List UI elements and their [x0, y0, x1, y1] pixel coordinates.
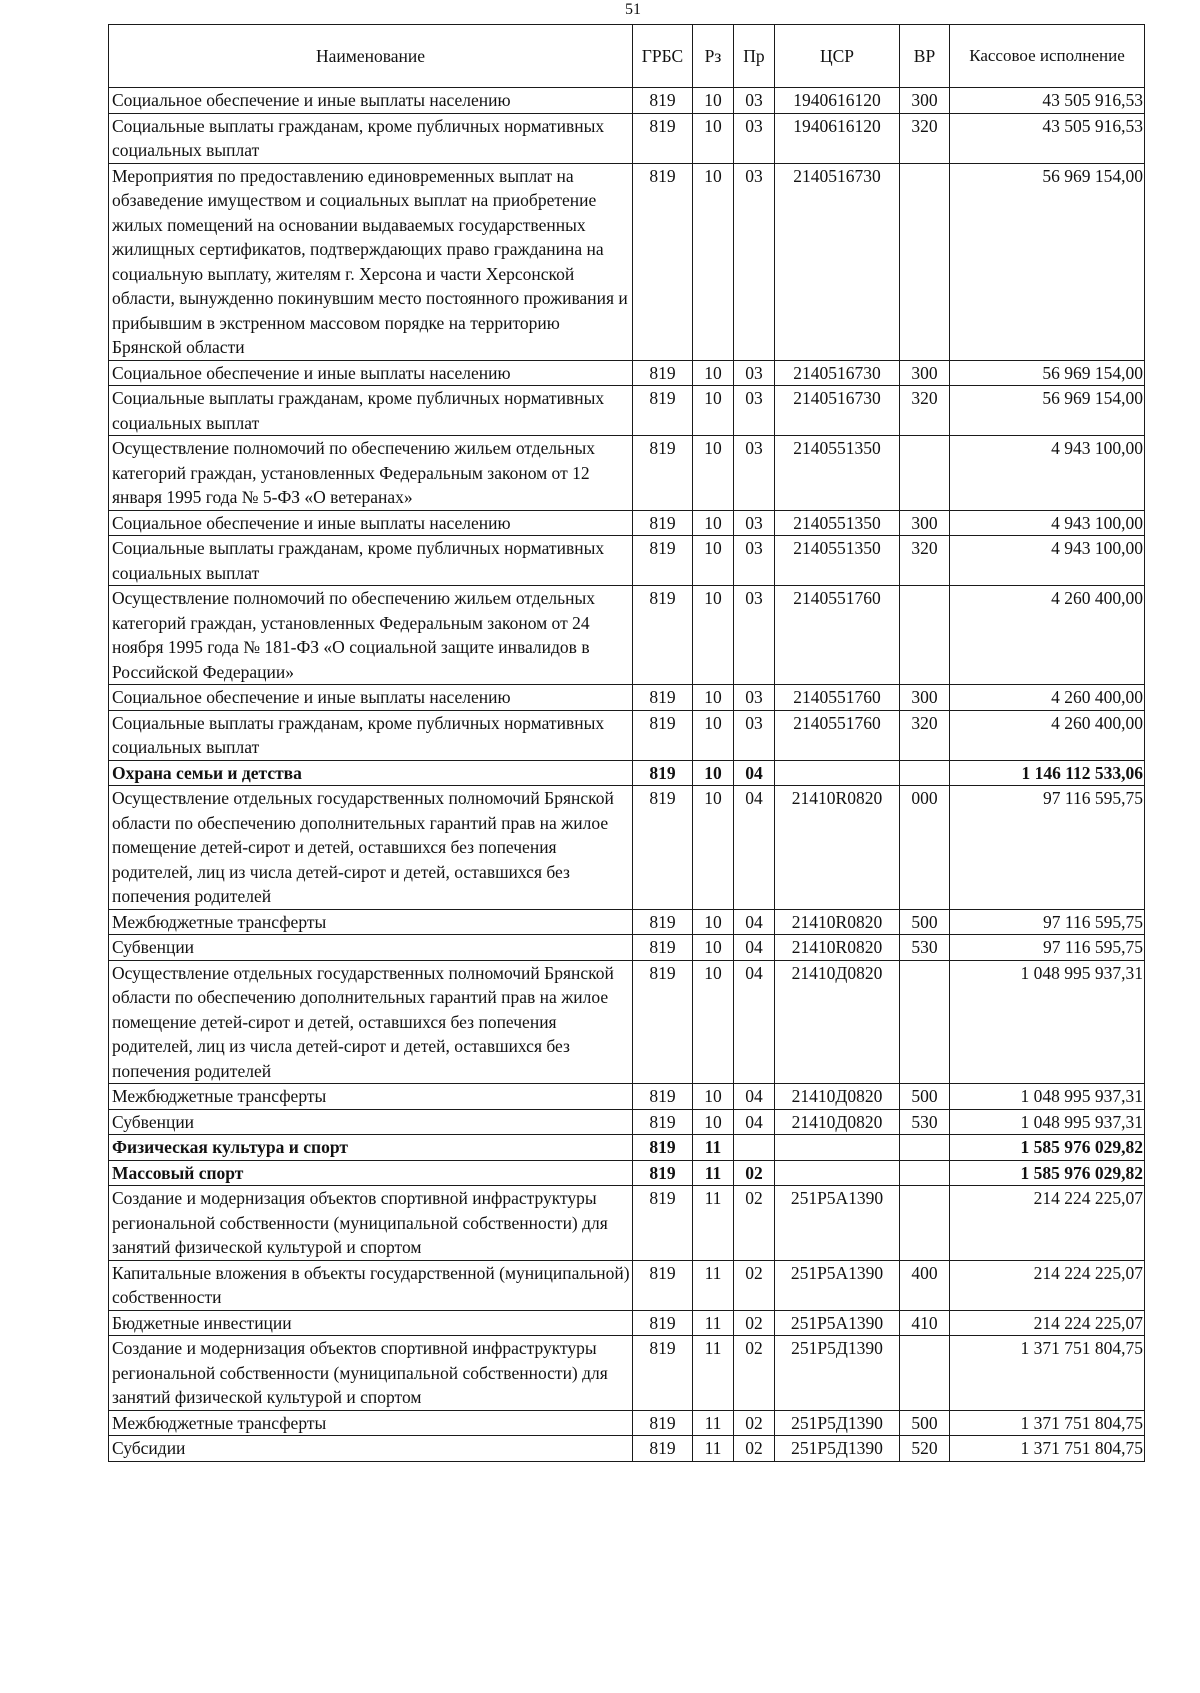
- cell-csr: [775, 1135, 900, 1161]
- budget-table-container: [108, 24, 1144, 1462]
- cell-pr: 02: [734, 1436, 775, 1462]
- cell-rz: 11: [693, 1160, 734, 1186]
- cell-rz: 11: [693, 1260, 734, 1310]
- table-row: [109, 1410, 1145, 1436]
- cell-csr: 251P5Д1390: [775, 1436, 900, 1462]
- cell-sum: 1 048 995 937,31: [950, 960, 1145, 1084]
- header-pr: Пр: [734, 25, 775, 88]
- cell-rz: 10: [693, 360, 734, 386]
- cell-grbs: 819: [633, 88, 693, 114]
- cell-grbs: 819: [633, 1135, 693, 1161]
- cell-sum: 1 371 751 804,75: [950, 1410, 1145, 1436]
- table-row: [109, 1436, 1145, 1462]
- header-vr: ВР: [900, 25, 950, 88]
- table-header: [109, 25, 1145, 88]
- table-row: [109, 760, 1145, 786]
- cell-sum: 4 943 100,00: [950, 436, 1145, 511]
- cell-name: Социальное обеспечение и иные выплаты населению: [109, 510, 633, 536]
- cell-name: Охрана семьи и детства: [109, 760, 633, 786]
- cell-pr: 02: [734, 1260, 775, 1310]
- cell-vr: 300: [900, 685, 950, 711]
- cell-vr: 500: [900, 1410, 950, 1436]
- cell-vr: 300: [900, 510, 950, 536]
- page-number: 51: [625, 1, 641, 18]
- cell-vr: 410: [900, 1310, 950, 1336]
- cell-sum: 56 969 154,00: [950, 386, 1145, 436]
- table-row: [109, 360, 1145, 386]
- cell-csr: 2140551760: [775, 685, 900, 711]
- cell-rz: 10: [693, 935, 734, 961]
- cell-csr: 251P5A1390: [775, 1310, 900, 1336]
- cell-grbs: 819: [633, 360, 693, 386]
- cell-vr: 320: [900, 710, 950, 760]
- cell-name: Социальное обеспечение и иные выплаты населению: [109, 685, 633, 711]
- cell-csr: 21410Д0820: [775, 960, 900, 1084]
- table-row: [109, 113, 1145, 163]
- cell-grbs: 819: [633, 960, 693, 1084]
- cell-pr: 02: [734, 1310, 775, 1336]
- cell-name: Межбюджетные трансферты: [109, 1410, 633, 1436]
- cell-pr: 04: [734, 760, 775, 786]
- cell-rz: 11: [693, 1336, 734, 1411]
- cell-pr: 04: [734, 935, 775, 961]
- table-row: [109, 536, 1145, 586]
- cell-csr: 1940616120: [775, 88, 900, 114]
- cell-name: Социальное обеспечение и иные выплаты населению: [109, 360, 633, 386]
- cell-pr: 02: [734, 1410, 775, 1436]
- table-row: [109, 436, 1145, 511]
- cell-vr: 300: [900, 88, 950, 114]
- cell-sum: 4 943 100,00: [950, 536, 1145, 586]
- cell-csr: 1940616120: [775, 113, 900, 163]
- cell-name: Создание и модернизация объектов спортивной инфраструктуры региональной собственности (муниципальной собственности) для занятий физической культурой и спортом: [109, 1336, 633, 1411]
- cell-rz: 10: [693, 909, 734, 935]
- cell-csr: 251P5A1390: [775, 1186, 900, 1261]
- cell-vr: 300: [900, 360, 950, 386]
- cell-pr: 03: [734, 88, 775, 114]
- cell-name: Социальные выплаты гражданам, кроме публичных нормативных социальных выплат: [109, 386, 633, 436]
- cell-pr: 04: [734, 1109, 775, 1135]
- cell-vr: [900, 1160, 950, 1186]
- cell-name: Межбюджетные трансферты: [109, 909, 633, 935]
- table-row: [109, 1084, 1145, 1110]
- cell-vr: [900, 1336, 950, 1411]
- cell-grbs: 819: [633, 1310, 693, 1336]
- cell-vr: [900, 960, 950, 1084]
- table-row: [109, 1310, 1145, 1336]
- cell-pr: 02: [734, 1186, 775, 1261]
- header-csr: ЦСР: [775, 25, 900, 88]
- table-row: [109, 88, 1145, 114]
- cell-rz: 10: [693, 760, 734, 786]
- cell-rz: 10: [693, 436, 734, 511]
- cell-pr: 02: [734, 1336, 775, 1411]
- cell-sum: 214 224 225,07: [950, 1310, 1145, 1336]
- cell-vr: [900, 436, 950, 511]
- cell-pr: 03: [734, 436, 775, 511]
- cell-rz: 11: [693, 1310, 734, 1336]
- cell-name: Социальное обеспечение и иные выплаты населению: [109, 88, 633, 114]
- cell-grbs: 819: [633, 909, 693, 935]
- cell-csr: 2140551760: [775, 710, 900, 760]
- table-row: [109, 1109, 1145, 1135]
- cell-csr: 251P5A1390: [775, 1260, 900, 1310]
- cell-sum: 1 585 976 029,82: [950, 1160, 1145, 1186]
- cell-grbs: 819: [633, 1186, 693, 1261]
- cell-sum: 56 969 154,00: [950, 163, 1145, 360]
- table-row: [109, 710, 1145, 760]
- cell-sum: 4 943 100,00: [950, 510, 1145, 536]
- cell-sum: 56 969 154,00: [950, 360, 1145, 386]
- header-sum: Кассовое исполнение: [950, 25, 1145, 88]
- cell-name: Бюджетные инвестиции: [109, 1310, 633, 1336]
- cell-csr: 2140551760: [775, 586, 900, 685]
- cell-csr: 2140516730: [775, 360, 900, 386]
- cell-grbs: 819: [633, 1336, 693, 1411]
- header-grbs: ГРБС: [633, 25, 693, 88]
- cell-csr: 21410R0820: [775, 909, 900, 935]
- cell-name: Субвенции: [109, 1109, 633, 1135]
- cell-name: Социальные выплаты гражданам, кроме публичных нормативных социальных выплат: [109, 710, 633, 760]
- cell-pr: 03: [734, 685, 775, 711]
- table-row: [109, 1336, 1145, 1411]
- cell-grbs: 819: [633, 1084, 693, 1110]
- cell-vr: 500: [900, 909, 950, 935]
- table-row: [109, 935, 1145, 961]
- cell-sum: 214 224 225,07: [950, 1260, 1145, 1310]
- cell-pr: 04: [734, 786, 775, 910]
- table-row: [109, 1135, 1145, 1161]
- cell-pr: 03: [734, 360, 775, 386]
- header-row: [109, 25, 1145, 88]
- cell-pr: 03: [734, 386, 775, 436]
- cell-grbs: 819: [633, 536, 693, 586]
- cell-rz: 10: [693, 536, 734, 586]
- cell-pr: 04: [734, 1084, 775, 1110]
- cell-grbs: 819: [633, 436, 693, 511]
- cell-rz: 10: [693, 710, 734, 760]
- budget-table: [108, 24, 1145, 1462]
- cell-grbs: 819: [633, 760, 693, 786]
- cell-name: Капитальные вложения в объекты государственной (муниципальной) собственности: [109, 1260, 633, 1310]
- cell-rz: 10: [693, 685, 734, 711]
- cell-csr: 251P5Д1390: [775, 1336, 900, 1411]
- table-row: [109, 1186, 1145, 1261]
- cell-rz: 10: [693, 88, 734, 114]
- table-row: [109, 586, 1145, 685]
- cell-vr: [900, 1186, 950, 1261]
- cell-pr: 03: [734, 536, 775, 586]
- table-row: [109, 1160, 1145, 1186]
- cell-grbs: 819: [633, 710, 693, 760]
- cell-sum: 1 371 751 804,75: [950, 1336, 1145, 1411]
- cell-rz: 11: [693, 1436, 734, 1462]
- cell-name: Мероприятия по предоставлению единовременных выплат на обзаведение имуществом и социальных выплат на приобретение жилых помещений на основании выдаваемых государственных жилищных сертификатов, подтверждающих право гражданина на социальную выплату, жителям г. Херсона и части Херсонской области, вынужденно покинувшим место постоянного проживания и прибывшим в экстренном массовом порядке на территорию Брянской области: [109, 163, 633, 360]
- cell-rz: 11: [693, 1410, 734, 1436]
- cell-sum: 43 505 916,53: [950, 88, 1145, 114]
- cell-grbs: 819: [633, 1260, 693, 1310]
- cell-vr: 320: [900, 386, 950, 436]
- cell-csr: 2140551350: [775, 436, 900, 511]
- table-row: [109, 786, 1145, 910]
- cell-vr: [900, 586, 950, 685]
- cell-grbs: 819: [633, 386, 693, 436]
- cell-rz: 10: [693, 786, 734, 910]
- cell-rz: 11: [693, 1135, 734, 1161]
- cell-sum: 4 260 400,00: [950, 710, 1145, 760]
- cell-rz: 10: [693, 510, 734, 536]
- cell-grbs: 819: [633, 113, 693, 163]
- cell-pr: 04: [734, 960, 775, 1084]
- cell-vr: 530: [900, 1109, 950, 1135]
- cell-pr: 03: [734, 710, 775, 760]
- header-name: Наименование: [109, 25, 633, 88]
- cell-csr: 2140516730: [775, 163, 900, 360]
- cell-pr: 03: [734, 586, 775, 685]
- cell-rz: 11: [693, 1186, 734, 1261]
- cell-vr: [900, 163, 950, 360]
- header-rz: Рз: [693, 25, 734, 88]
- cell-sum: 97 116 595,75: [950, 935, 1145, 961]
- cell-pr: 02: [734, 1160, 775, 1186]
- cell-sum: 97 116 595,75: [950, 909, 1145, 935]
- cell-sum: 1 146 112 533,06: [950, 760, 1145, 786]
- table-body: [109, 88, 1145, 1462]
- cell-csr: 2140551350: [775, 510, 900, 536]
- cell-grbs: 819: [633, 1410, 693, 1436]
- cell-vr: 320: [900, 113, 950, 163]
- table-row: [109, 510, 1145, 536]
- cell-sum: 1 048 995 937,31: [950, 1109, 1145, 1135]
- cell-grbs: 819: [633, 510, 693, 536]
- table-row: [109, 960, 1145, 1084]
- cell-rz: 10: [693, 960, 734, 1084]
- cell-rz: 10: [693, 1084, 734, 1110]
- cell-rz: 10: [693, 1109, 734, 1135]
- cell-pr: 03: [734, 113, 775, 163]
- cell-name: Субвенции: [109, 935, 633, 961]
- cell-grbs: 819: [633, 586, 693, 685]
- cell-pr: 03: [734, 163, 775, 360]
- cell-csr: 21410R0820: [775, 935, 900, 961]
- cell-name: Физическая культура и спорт: [109, 1135, 633, 1161]
- cell-name: Осуществление отдельных государственных полномочий Брянской области по обеспечению дополнительных гарантий прав на жилое помещение детей-сирот и детей, оставшихся без попечения родителей, лиц из числа детей-сирот и детей, оставшихся без попечения родителей: [109, 960, 633, 1084]
- cell-vr: 320: [900, 536, 950, 586]
- table-row: [109, 1260, 1145, 1310]
- cell-vr: [900, 1135, 950, 1161]
- cell-sum: 1 048 995 937,31: [950, 1084, 1145, 1110]
- cell-csr: 21410Д0820: [775, 1109, 900, 1135]
- table-row: [109, 163, 1145, 360]
- cell-rz: 10: [693, 113, 734, 163]
- cell-name: Межбюджетные трансферты: [109, 1084, 633, 1110]
- cell-grbs: 819: [633, 163, 693, 360]
- cell-csr: 2140516730: [775, 386, 900, 436]
- cell-grbs: 819: [633, 1109, 693, 1135]
- cell-sum: 1 371 751 804,75: [950, 1436, 1145, 1462]
- cell-csr: 251P5Д1390: [775, 1410, 900, 1436]
- cell-sum: 1 585 976 029,82: [950, 1135, 1145, 1161]
- cell-vr: 500: [900, 1084, 950, 1110]
- cell-sum: 4 260 400,00: [950, 685, 1145, 711]
- table-row: [109, 685, 1145, 711]
- table-row: [109, 386, 1145, 436]
- cell-sum: 43 505 916,53: [950, 113, 1145, 163]
- cell-csr: 2140551350: [775, 536, 900, 586]
- cell-vr: 530: [900, 935, 950, 961]
- cell-grbs: 819: [633, 1436, 693, 1462]
- cell-sum: 214 224 225,07: [950, 1186, 1145, 1261]
- cell-csr: [775, 760, 900, 786]
- cell-grbs: 819: [633, 1160, 693, 1186]
- cell-csr: [775, 1160, 900, 1186]
- cell-rz: 10: [693, 163, 734, 360]
- cell-csr: 21410R0820: [775, 786, 900, 910]
- cell-name: Осуществление полномочий по обеспечению жильем отдельных категорий граждан, установленных Федеральным законом от 24 ноября 1995 года № 181-ФЗ «О социальной защите инвалидов в Российской Федерации»: [109, 586, 633, 685]
- cell-name: Осуществление полномочий по обеспечению жильем отдельных категорий граждан, установленных Федеральным законом от 12 января 1995 года № 5-ФЗ «О ветеранах»: [109, 436, 633, 511]
- cell-pr: [734, 1135, 775, 1161]
- cell-vr: 400: [900, 1260, 950, 1310]
- cell-name: Социальные выплаты гражданам, кроме публичных нормативных социальных выплат: [109, 536, 633, 586]
- cell-rz: 10: [693, 586, 734, 685]
- cell-name: Субсидии: [109, 1436, 633, 1462]
- cell-vr: [900, 760, 950, 786]
- cell-vr: 520: [900, 1436, 950, 1462]
- cell-grbs: 819: [633, 685, 693, 711]
- cell-pr: 04: [734, 909, 775, 935]
- cell-rz: 10: [693, 386, 734, 436]
- cell-sum: 4 260 400,00: [950, 586, 1145, 685]
- cell-name: Массовый спорт: [109, 1160, 633, 1186]
- cell-name: Создание и модернизация объектов спортивной инфраструктуры региональной собственности (муниципальной собственности) для занятий физической культурой и спортом: [109, 1186, 633, 1261]
- cell-vr: 000: [900, 786, 950, 910]
- cell-name: Социальные выплаты гражданам, кроме публичных нормативных социальных выплат: [109, 113, 633, 163]
- table-row: [109, 909, 1145, 935]
- cell-grbs: 819: [633, 786, 693, 910]
- cell-pr: 03: [734, 510, 775, 536]
- cell-grbs: 819: [633, 935, 693, 961]
- cell-sum: 97 116 595,75: [950, 786, 1145, 910]
- cell-csr: 21410Д0820: [775, 1084, 900, 1110]
- cell-name: Осуществление отдельных государственных полномочий Брянской области по обеспечению дополнительных гарантий прав на жилое помещение детей-сирот и детей, оставшихся без попечения родителей, лиц из числа детей-сирот и детей, оставшихся без попечения родителей: [109, 786, 633, 910]
